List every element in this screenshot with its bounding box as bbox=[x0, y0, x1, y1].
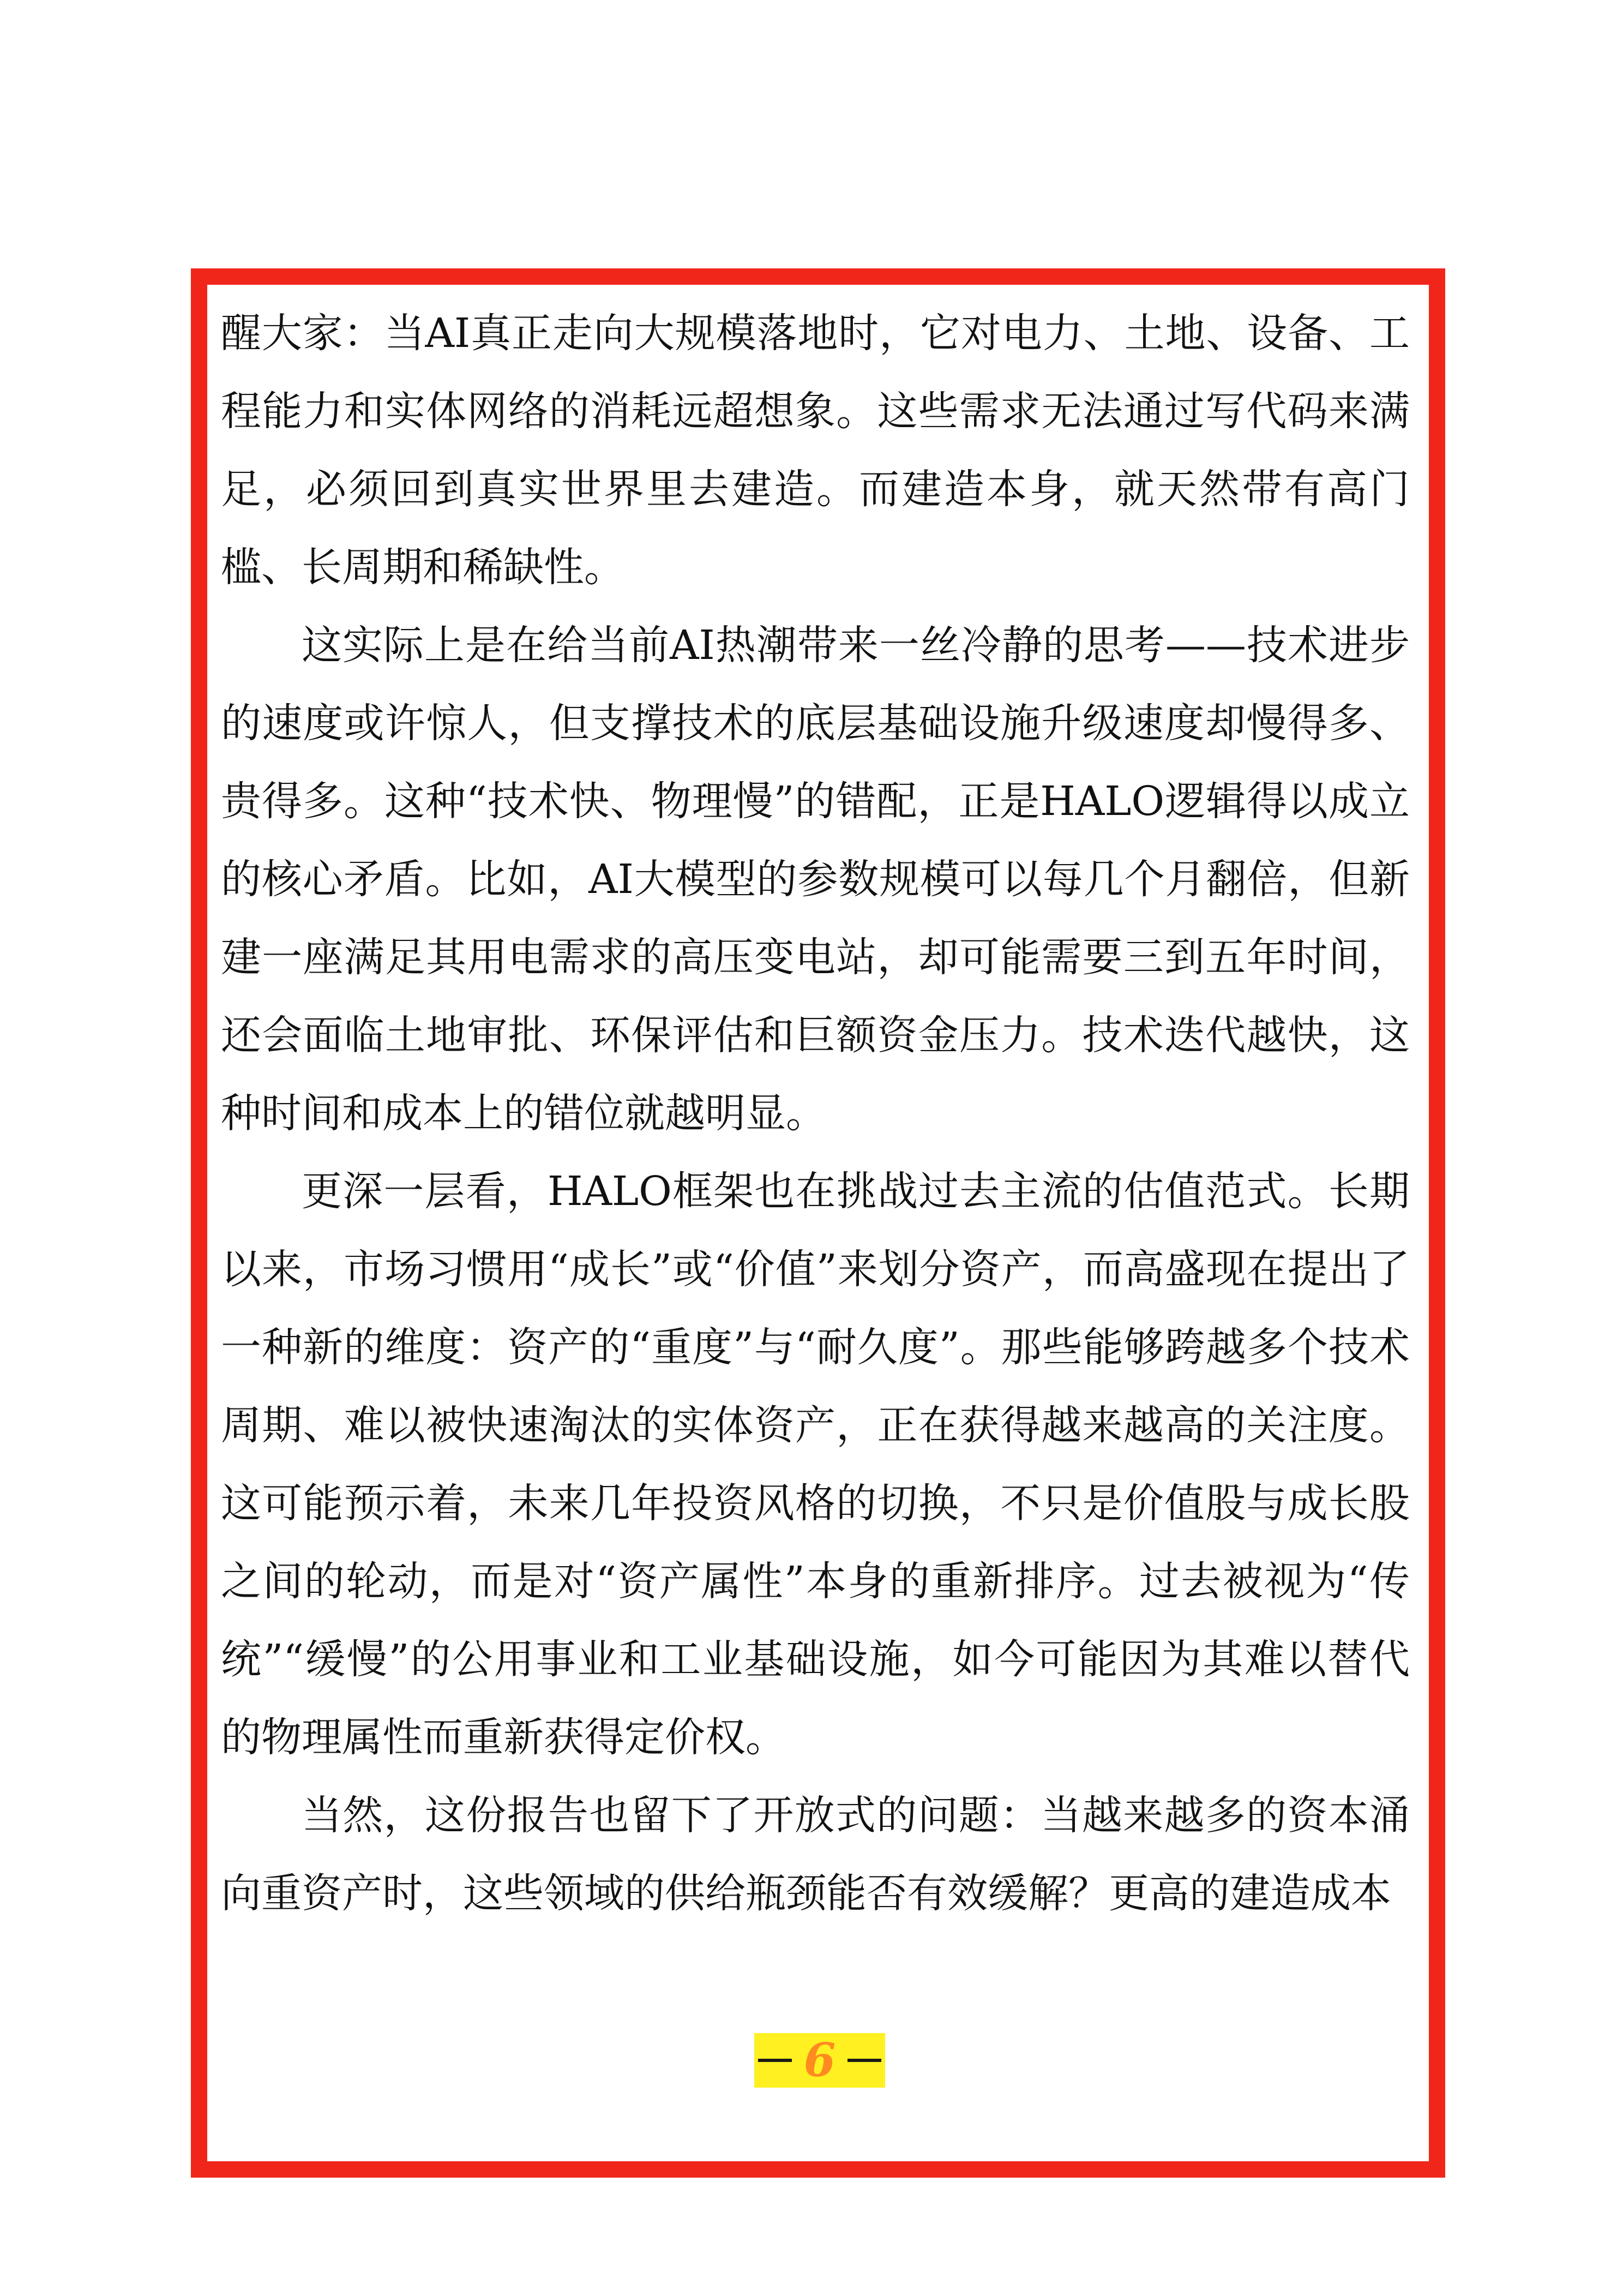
paragraph-3: 更深一层看，HALO框架也在挑战过去主流的估值范式。长期以来，市场习惯用“成长”或“价值”来划分资产，而高盛现在提出了一种新的维度：资产的“重度”与“耐久度”。那些能够跨越多个技术周期、难以被快速淘汰的实体资产，正在获得越来越高的关注度。这可能预示着，未来几年投资风格的切换，不只是价值股与成长股之间的轮动，而是对“资产属性”本身的重新排序。过去被视为“传统”“缓慢”的公用事业和工业基础设施，如今可能因为其难以替代的物理属性而重新获得定价权。 bbox=[221, 1168, 1410, 1761]
page-number: 6 bbox=[803, 2033, 836, 2087]
body-text bbox=[221, 295, 1410, 1933]
paragraph-2: 这实际上是在给当前AI热潮带来一丝冷静的思考——技术进步的速度或许惊人，但支撑技术的底层基础设施升级速度却慢得多、贵得多。这种“技术快、物理慢”的错配，正是HALO逻辑得以成立的核心矛盾。比如，AI大模型的参数规模可以每几个月翻倍，但新建一座满足其用电需求的高压变电站，却可能需要三到五年时间，还会面临土地审批、环保评估和巨额资金压力。技术迭代越快，这种时间和成本上的错位就越明显。 bbox=[221, 622, 1410, 1137]
paragraph-4: 当然，这份报告也留下了开放式的问题：当越来越多的资本涌向重资产时，这些领域的供给瓶颈能否有效缓解？更高的建造成本 bbox=[221, 1792, 1410, 1917]
page-number-right-dash bbox=[847, 2059, 881, 2062]
page-number-badge bbox=[754, 2033, 885, 2088]
paragraph-1: 醒大家：当AI真正走向大规模落地时，它对电力、土地、设备、工程能力和实体网络的消耗远超想象。这些需求无法通过写代码来满足，必须回到真实世界里去建造。而建造本身，就天然带有高门槛、长周期和稀缺性。 bbox=[221, 310, 1410, 591]
page-number-left-dash bbox=[758, 2059, 792, 2062]
